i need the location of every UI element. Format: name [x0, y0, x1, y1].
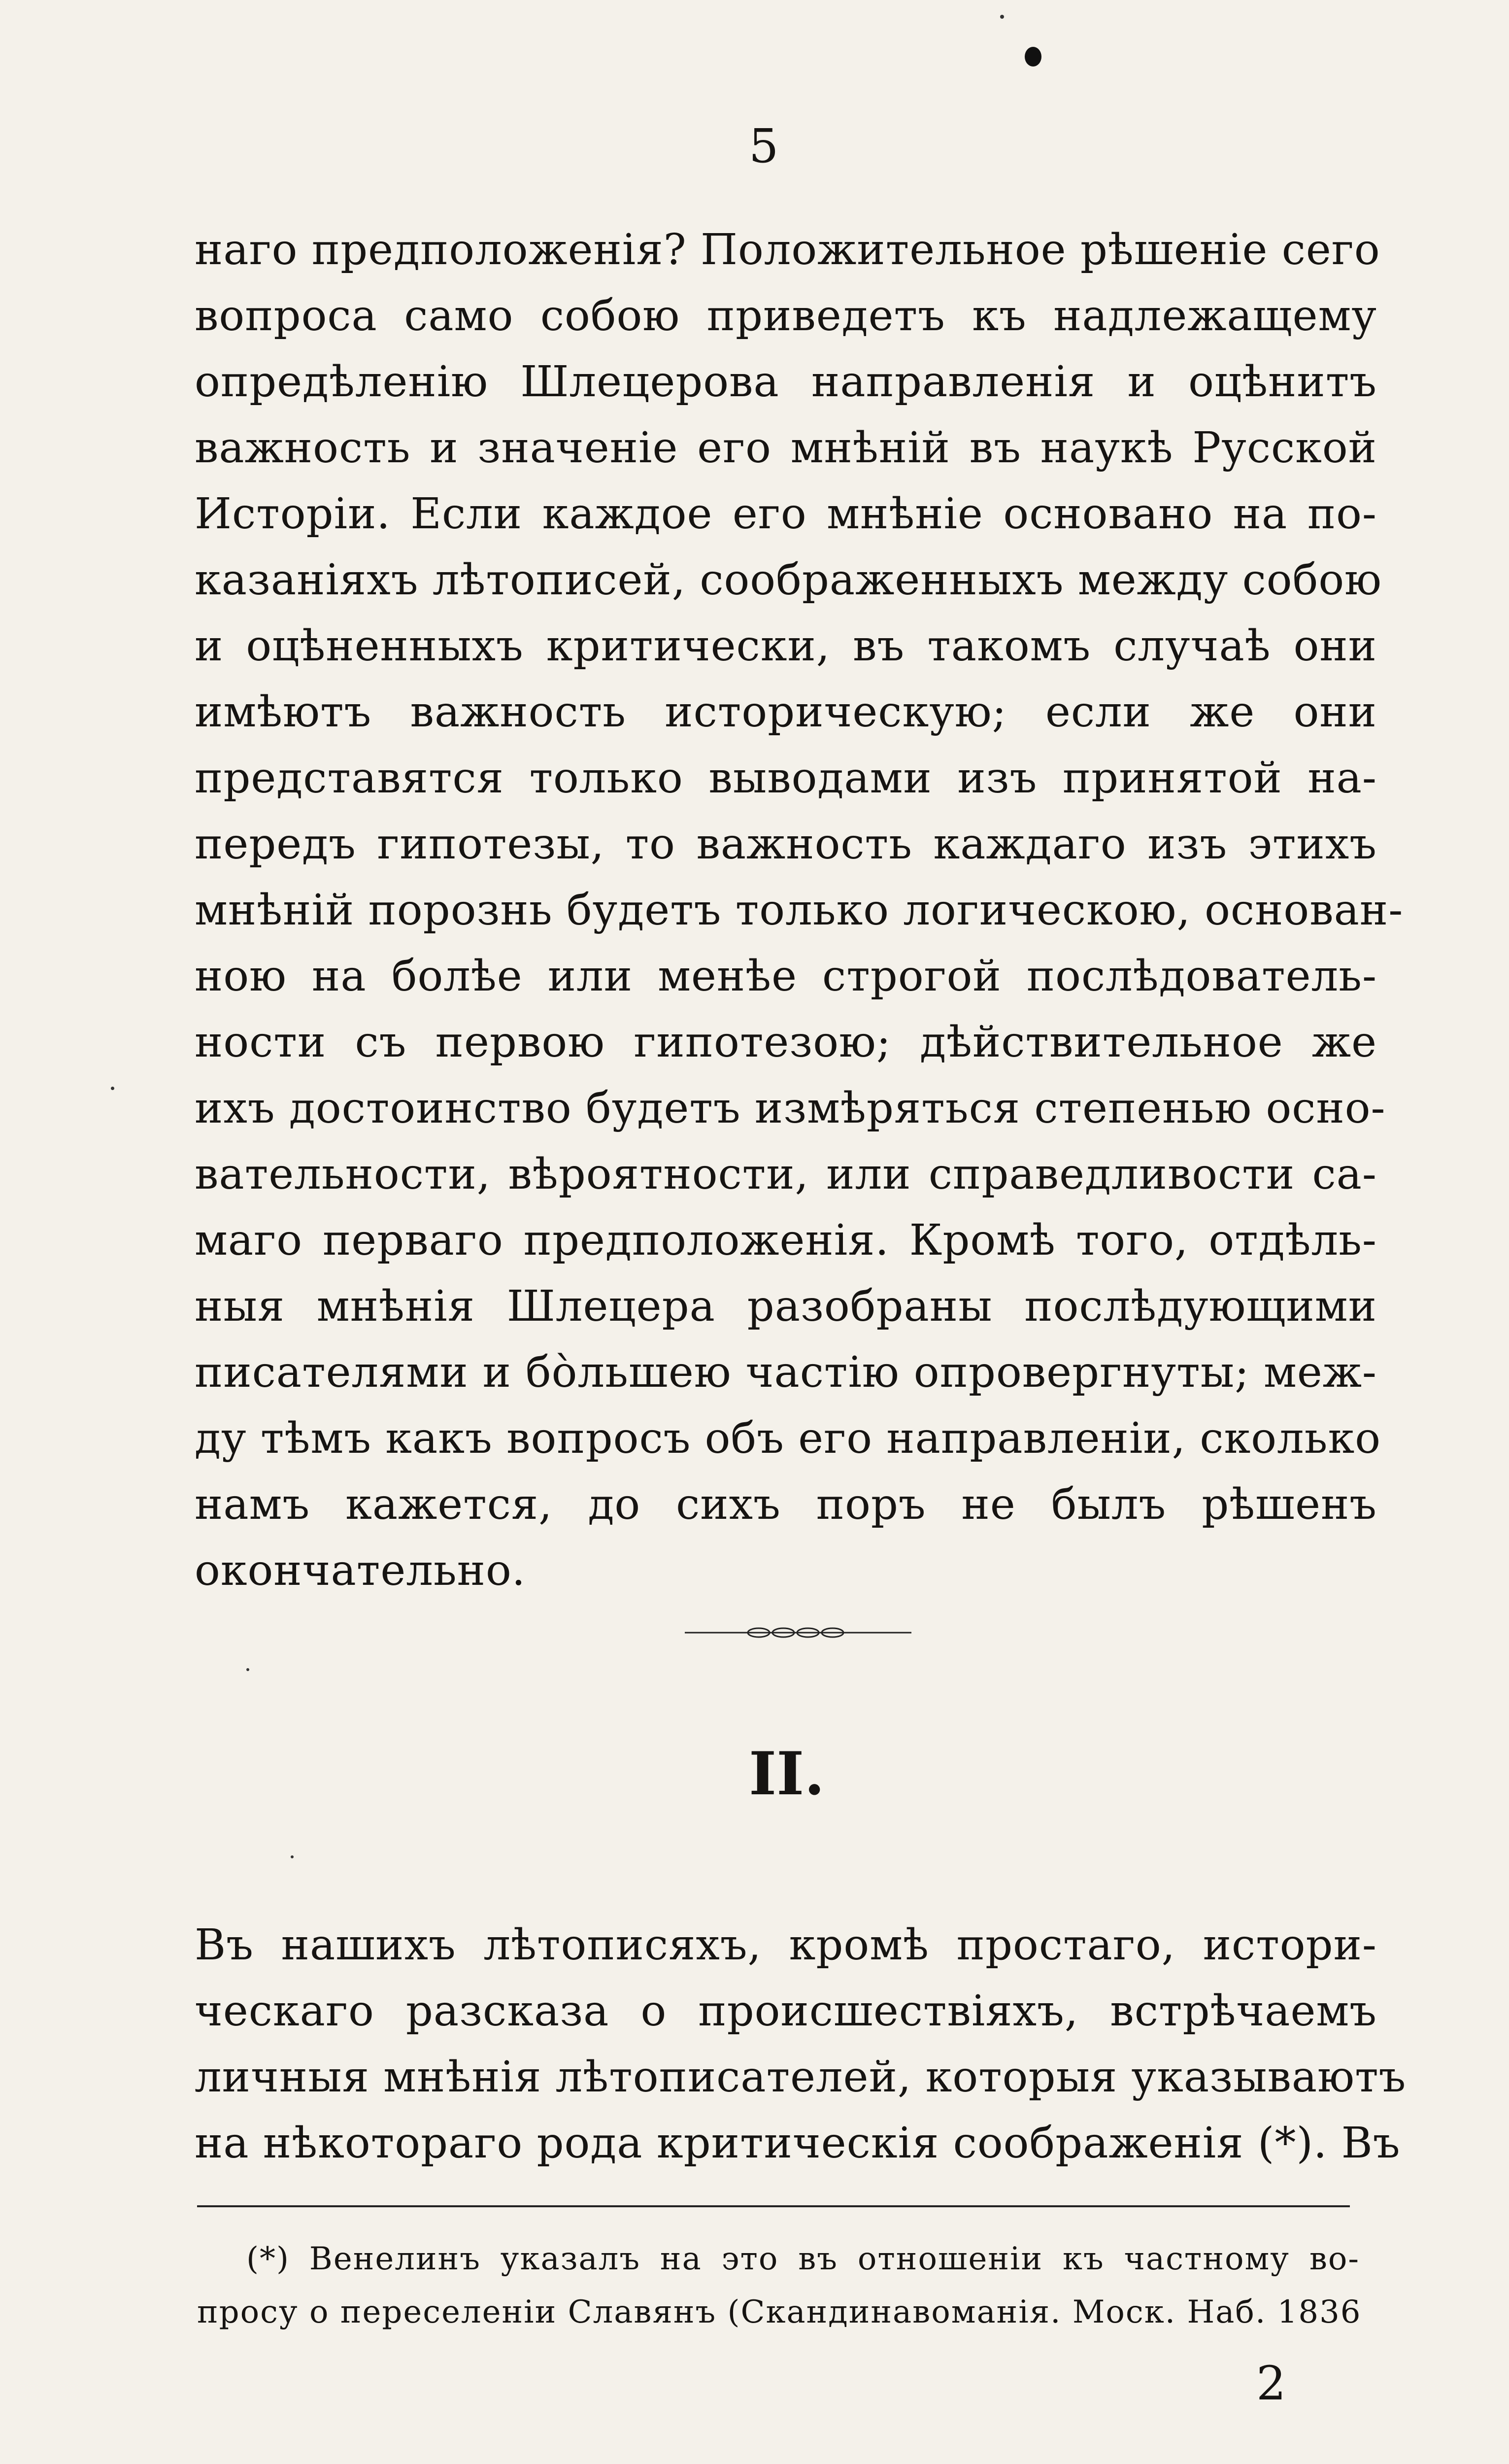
- text-line: вательности, вѣроятности, или справедливости са-: [195, 1150, 1377, 1199]
- text-line: маго перваго предположенія. Кромѣ того, отдѣль-: [195, 1216, 1377, 1265]
- text-line: и оцѣненныхъ критически, въ такомъ случаѣ они: [195, 621, 1377, 671]
- ink-speck: [1000, 15, 1004, 19]
- text-line: на нѣкотораго рода критическія соображенія (*). Въ: [195, 2119, 1401, 2168]
- paragraph-continuation: [195, 217, 1404, 1604]
- text-line: окончательно.: [195, 1546, 526, 1595]
- paragraph-section-two: [195, 1912, 1407, 2176]
- footnote-line: (*) Венелинъ указалъ на это въ отношеніи къ частному во-: [246, 2241, 1360, 2277]
- text-line: ихъ достоинство будетъ измѣряться степенью осно-: [195, 1084, 1386, 1133]
- text-line: ду тѣмъ какъ вопросъ объ его направленіи, сколько: [195, 1414, 1381, 1463]
- text-line: казаніяхъ лѣтописей, соображенныхъ между собою: [195, 555, 1382, 605]
- text-line: ныя мнѣнія Шлецера разобраны послѣдующими: [195, 1282, 1377, 1331]
- text-line: наго предположенія? Положительное рѣшеніе сего: [195, 225, 1380, 274]
- text-line: вопроса само собою приведетъ къ надлежащему: [195, 291, 1377, 341]
- text-line: Въ нашихъ лѣтописяхъ, кромѣ простаго, истори-: [195, 1920, 1377, 1970]
- text-line: ности съ первою гипотезою; дѣйствительное же: [195, 1018, 1377, 1067]
- footnote-line: просу о переселеніи Славянъ (Скандинавоманія. Моск. Наб. 1836: [197, 2294, 1362, 2330]
- text-line: ческаго разсказа о происшествіяхъ, встрѣчаемъ: [195, 1986, 1377, 2036]
- text-line: личныя мнѣнія лѣтописателей, которыя указываютъ: [195, 2053, 1407, 2102]
- section-number: II.: [749, 1739, 825, 1809]
- text-line: ною на болѣе или менѣе строгой послѣдователь-: [195, 952, 1377, 1001]
- text-line: опредѣленію Шлецерова направленія и оцѣнитъ: [195, 357, 1377, 407]
- text-line: важность и значеніе его мнѣній въ наукѣ Русской: [195, 423, 1377, 473]
- footnote-rule: [197, 2205, 1350, 2207]
- footnote: [197, 2232, 1360, 2339]
- text-line: передъ гипотезы, то важность каждаго изъ этихъ: [195, 820, 1377, 869]
- text-line: имѣютъ важность историческую; если же они: [195, 687, 1377, 737]
- text-line: мнѣній порознь будетъ только логическою, основан-: [195, 886, 1404, 935]
- page-number: 5: [749, 119, 779, 173]
- text-line: представятся только выводами изъ принятой на-: [195, 753, 1377, 803]
- ornament-divider: [685, 1626, 911, 1639]
- text-line: Исторіи. Если каждое его мнѣніе основано на по-: [195, 489, 1377, 539]
- ink-speck: [246, 1668, 249, 1671]
- signature-mark: 2: [1256, 2357, 1286, 2411]
- text-line: писателями и бо̀льшею частію опровергнуты; меж-: [195, 1348, 1377, 1397]
- ink-speck: [291, 1855, 294, 1858]
- ink-speck: [111, 1087, 114, 1090]
- ink-dot: [1025, 47, 1041, 67]
- text-line: намъ кажется, до сихъ поръ не былъ рѣшенъ: [195, 1480, 1377, 1529]
